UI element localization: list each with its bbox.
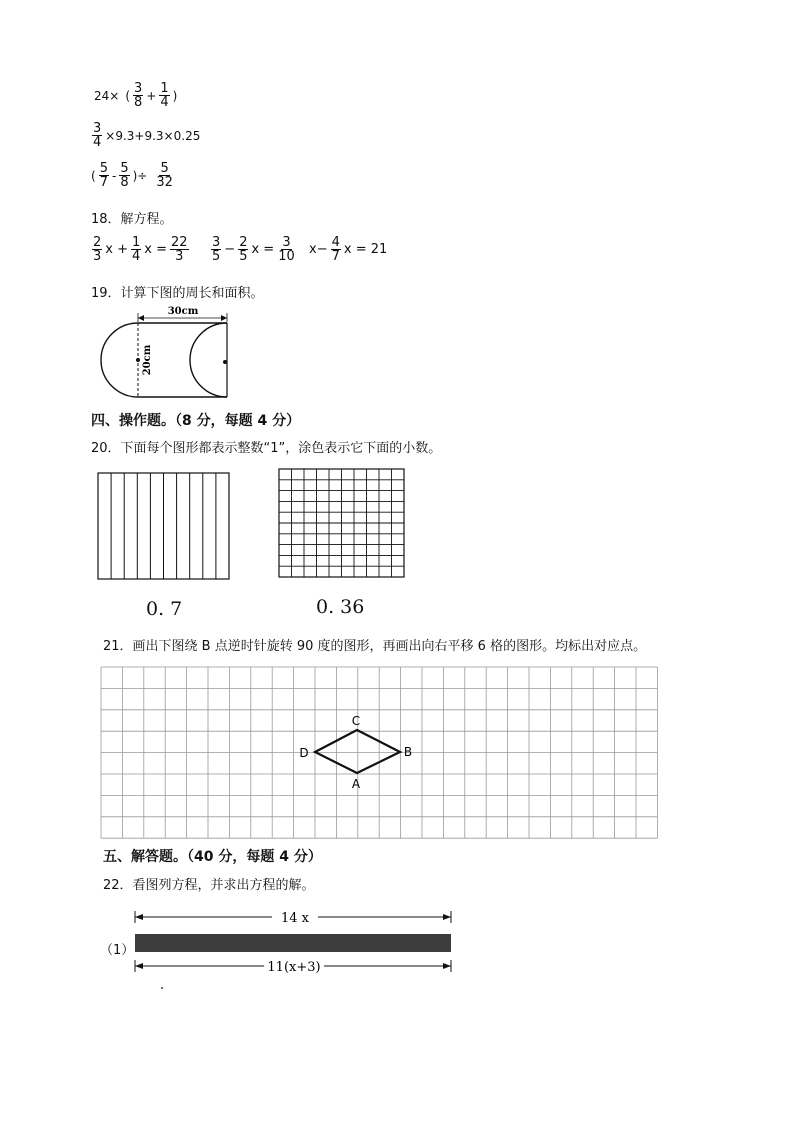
top-length-label: 14 x (280, 911, 310, 926)
equation-2: $\frac{3}{5}$ − $\frac{2}{5}$ x = $\frac{3}{10}$ (212, 235, 295, 264)
fraction: $\frac{1}{4}$ (160, 81, 169, 110)
expr1-prefix: 24× (94, 88, 120, 103)
fraction: $\frac{5}{7}$ (99, 161, 108, 190)
ten-strip-figure (97, 472, 231, 582)
fraction: $\frac{5}{32}$ (156, 161, 173, 190)
equation-1: $\frac{2}{3}$ x + $\frac{1}{4}$ x = $\frac{22}{3}$ (93, 235, 188, 264)
decimal-label-1: 0. 7 (146, 598, 183, 620)
bar-diagram (130, 906, 456, 978)
bottom-length-label: 11(x+3) (267, 960, 321, 975)
stray-dot (161, 987, 163, 989)
calc-expression-1: 24× ( $\frac{3}{8}$ + $\frac{1}{4}$ ) (94, 81, 178, 110)
point-c-label: C (351, 714, 361, 728)
rotation-grid (100, 666, 660, 840)
sub-question-1: （1） (100, 943, 135, 958)
point-b-label: B (403, 745, 413, 759)
height-label: 20cm (142, 344, 153, 376)
calc-expression-2: $\frac{3}{4}$ ×9.3+9.3×0.25 (93, 121, 201, 150)
decimal-label-2: 0. 36 (316, 596, 365, 618)
calc-expression-3: ( $\frac{5}{7}$ - $\frac{5}{8}$ )÷ $\frac{5}{32}$ (91, 161, 173, 190)
question-22: 22．看图列方程，并求出方程的解。 (103, 878, 315, 893)
question-19: 19．计算下图的周长和面积。 (91, 286, 264, 301)
semicircle-figure (95, 304, 235, 400)
equation-3: x− $\frac{4}{7}$ x = 21 (309, 235, 388, 264)
question-20: 20．下面每个图形都表示整数“1”，涂色表示它下面的小数。 (91, 441, 442, 456)
hundred-grid-figure (278, 468, 406, 580)
fraction: $\frac{5}{8}$ (120, 161, 129, 190)
fraction: $\frac{3}{8}$ (134, 81, 143, 110)
point-a-label: A (351, 777, 361, 791)
question-18: 18．解方程。 (91, 212, 173, 227)
section-4-title: 四、操作题。（8 分，每题 4 分） (91, 413, 301, 429)
point-d-label: D (299, 746, 309, 760)
width-label: 30cm (167, 306, 199, 317)
fraction: $\frac{3}{4}$ (93, 121, 102, 150)
question-21: 21．画出下图绕 B 点逆时针旋转 90 度的图形，再画出向右平移 6 格的图形。均标出对应点。 (103, 639, 647, 654)
section-5-title: 五、解答题。（40 分，每题 4 分） (103, 849, 322, 865)
